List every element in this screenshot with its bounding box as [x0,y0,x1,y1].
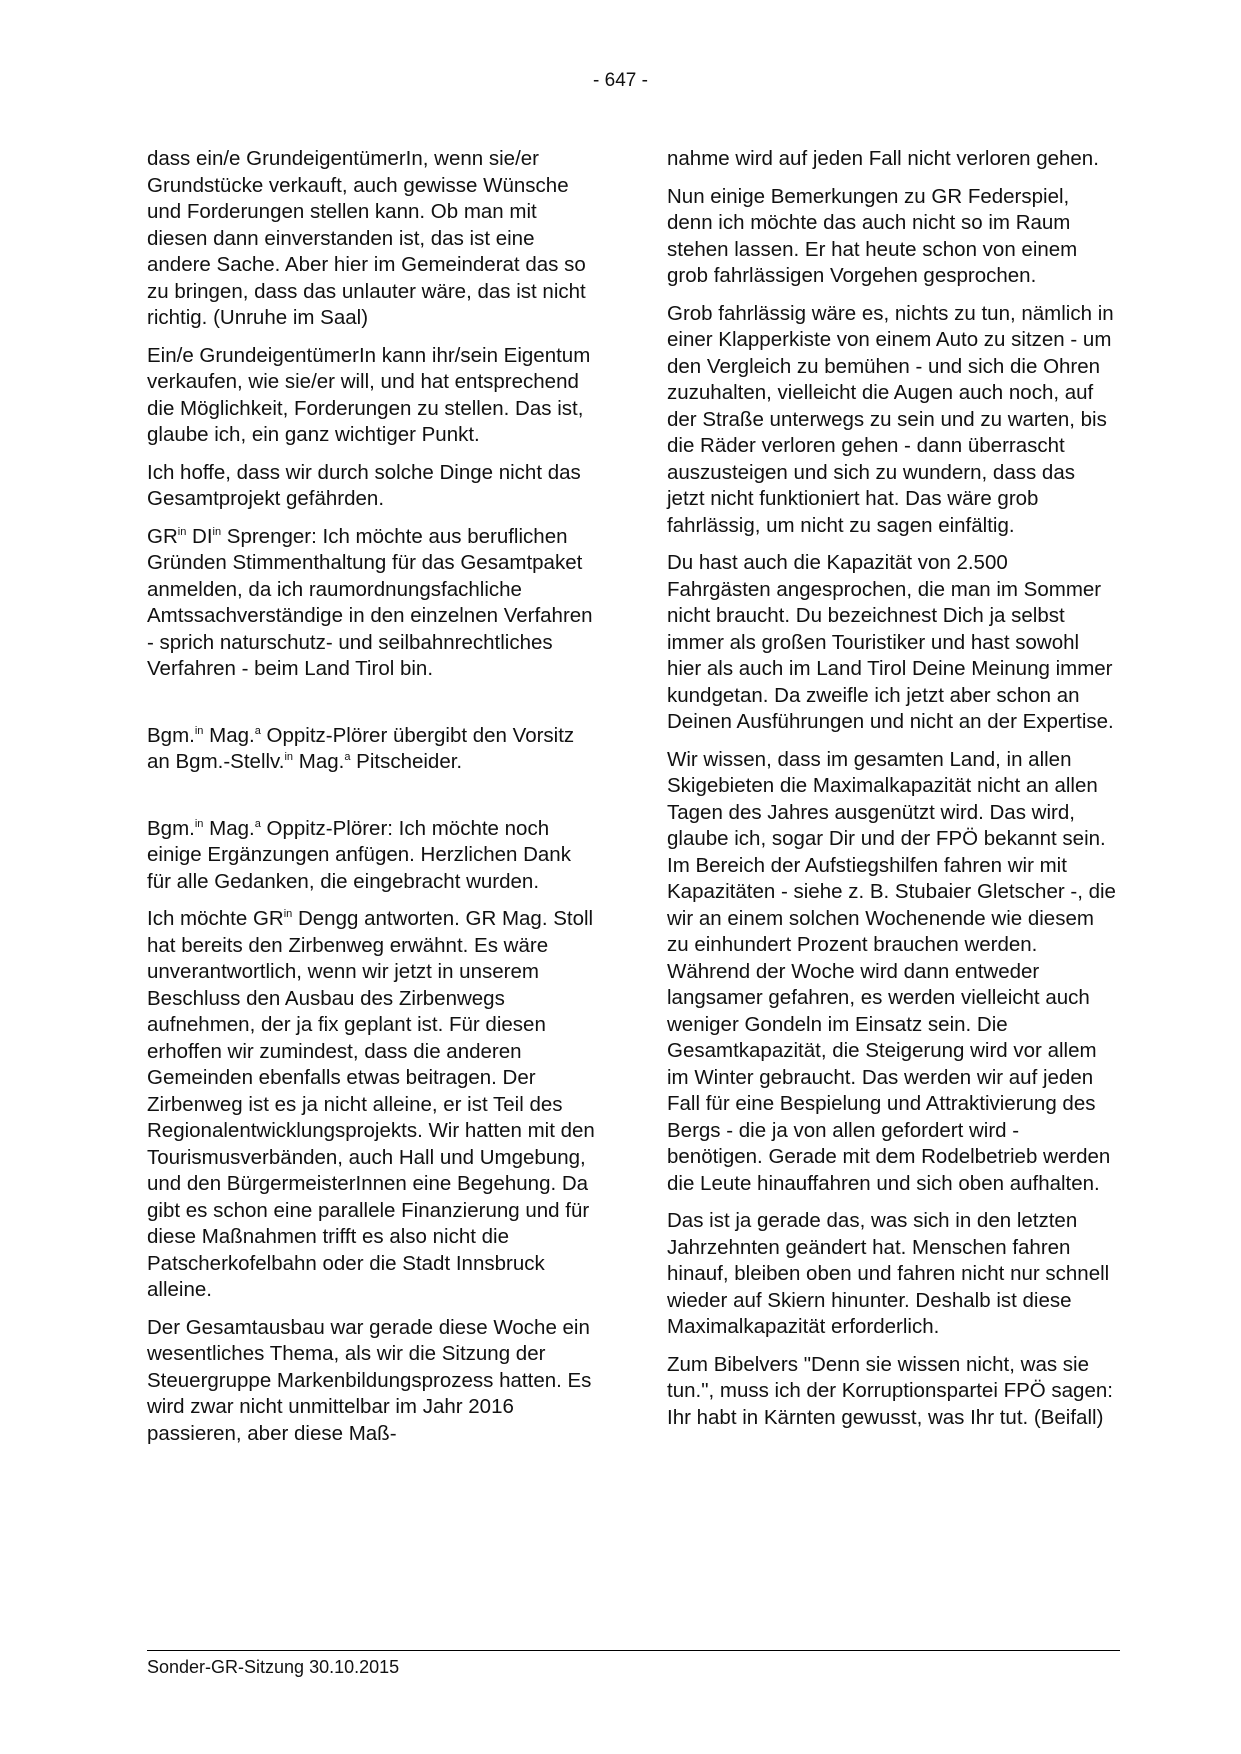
paragraph: Ich hoffe, dass wir durch solche Dinge nicht das Gesamtprojekt gefährden. [147,460,581,510]
text-fragment: Mag. [203,723,255,747]
text-fragment: GR [147,524,178,548]
speaker-paragraph-oppitz-ploerer [147,816,597,896]
text-fragment: DI [186,524,213,548]
superscript: in [284,751,294,763]
paragraph: Wir wissen, dass im gesamten Land, in allen Skigebieten die Maximalkapazität nicht an allen Tagen des Jahres ausgenützt wird. Das wird, glaube ich, sogar Dir und der FPÖ bekannt sein. Im Bereich der Aufstiegshilfen fahren wir mit Kapazitäten - siehe z. B. Stubaier Gletscher -, die wir an einem solchen Wochenende wie diesem zu einhundert Prozent brauchen werden. Während der Woche wird dann entweder langsamer gefahren, es werden vielleicht auch weniger Gondeln im Einsatz sein. Die Gesamtkapazität, die Steigerung wird vor allem im Winter gebraucht. Das werden wir auf jeden Fall für eine Bespielung und Attraktivierung des Bergs - die ja von allen gefordert wird - benötigen. Gerade mit dem Rodelbetrieb werden die Leute hinauffahren und sich oben aufhalten. [667,747,1116,1195]
procedural-note [147,723,597,776]
superscript: in [283,908,293,920]
paragraph: Das ist ja gerade das, was sich in den letzten Jahrzehnten geändert hat. Menschen fahren hinauf, bleiben oben und fahren nicht nur schnell wieder auf Skiern hinunter. Deshalb ist diese Maximalkapazität erforderlich. [667,1209,1110,1338]
superscript: a [254,724,261,737]
superscript: a [344,751,351,763]
text-fragment: Mag. [203,816,255,840]
page-number: - 647 - [593,70,648,91]
superscript: a [254,817,261,830]
footer-divider [147,1650,1120,1651]
superscript: in [212,525,222,538]
text-fragment: Sprenger: Ich möchte aus beruflichen Gründen Stimmenthaltung für das Gesamtpaket anmelden, da ich raumordnungsfachliche Amtssachverständige in den einzelnen Verfahren - sprich naturschutz- und seilbahnrechtliches Verfahren - beim Land Tirol bin. [147,524,593,680]
left-column [147,146,597,1458]
right-column [667,146,1117,1442]
footer-session-label: Sonder-GR-Sitzung 30.10.2015 [147,1657,400,1677]
paragraph: Grob fahrlässig wäre es, nichts zu tun, nämlich in einer Klapperkiste von einem Auto zu sitzen - um den Vergleich zu bemühen - und sich die Ohren zuzuhalten, vielleicht die Augen auch noch, auf der Straße unterwegs zu sein und zu warten, bis die Räder verloren gehen - dann überrascht auszusteigen und sich zu wundern, dass das jetzt nicht funktioniert hat. Das wäre grob fahrlässig, um nicht zu sagen einfältig. [667,301,1114,537]
superscript: in [194,724,204,737]
paragraph: Der Gesamtausbau war gerade diese Woche ein wesentliches Thema, als wir die Sitzung der Steuergruppe Markenbildungsprozess hatten. Es wird zwar nicht unmittelbar im Jahr 2016 passieren, aber diese Maß- [147,1315,592,1445]
text-fragment: Oppitz-Plörer: Ich möchte noch einige Ergänzungen anfügen. Herzlichen Dank für alle Gedanken, die eingebracht wurden. [147,816,571,893]
paragraph: nahme wird auf jeden Fall nicht verloren gehen. [667,147,1099,170]
superscript: in [194,817,204,830]
text-fragment: Bgm. [147,723,195,747]
speaker-paragraph-sprenger [147,524,597,683]
paragraph: Nun einige Bemerkungen zu GR Federspiel, denn ich möchte das auch nicht so im Raum stehen lassen. Er hat heute schon von einem grob fahrlässigen Vorgehen gesprochen. [667,184,1078,287]
text-fragment: Dengg antworten. GR Mag. Stoll hat bereits den Zirbenweg erwähnt. Es wäre unverantwortlich, wenn wir jetzt in unserem Beschluss den Ausbau des Zirbenwegs aufnehmen, der ja fix geplant ist. Für diesen erhoffen wir zumindest, dass die anderen Gemeinden ebenfalls etwas beitragen. Der Zirbenweg ist es ja nicht alleine, er ist Teil des Regionalentwicklungsprojekts. Wir hatten mit den Tourismusverbänden, auch Hall und Umgebung, und den BürgermeisterInnen eine Begehung. Da gibt es schon eine parallele Finanzierung und für diese Maßnahmen trifft es also nicht die Patscherkofelbahn oder die Stadt Innsbruck alleine. [147,907,595,1301]
text-fragment: Mag. [293,750,345,773]
text-fragment: Pitscheider. [350,750,463,773]
paragraph: dass ein/e GrundeigentümerIn, wenn sie/er Grundstücke verkauft, auch gewisse Wünsche und Forderungen stellen kann. Ob man mit diesen dann einverstanden ist, das ist eine andere Sache. Aber hier im Gemeinderat das so zu bringen, dass das unlauter wäre, das ist nicht richtig. (Unruhe im Saal) [147,147,586,329]
text-fragment: Oppitz-Plörer übergibt den Vorsitz an Bgm.-Stellv. [147,723,575,773]
paragraph [147,906,597,1304]
paragraph: Ein/e GrundeigentümerIn kann ihr/sein Eigentum verkaufen, wie sie/er will, und hat entsprechend die Möglichkeit, Forderungen zu stellen. Das ist, glaube ich, ein ganz wichtiger Punkt. [147,343,591,446]
text-fragment: Bgm. [147,816,195,840]
superscript: in [177,525,187,538]
paragraph: Zum Bibelvers "Denn sie wissen nicht, was sie tun.", muss ich der Korruptionspartei FPÖ sagen: Ihr habt in Kärnten gewusst, was Ihr tut. (Beifall) [667,1352,1113,1429]
paragraph: Du hast auch die Kapazität von 2.500 Fahrgästen angesprochen, die man im Sommer nicht braucht. Du bezeichnest Dich ja selbst immer als großen Touristiker und hast sowohl hier als auch im Land Tirol Deine Meinung immer kundgetan. Da zweifle ich jetzt aber schon an Deinen Ausführungen und nicht an der Expertise. [667,551,1114,733]
text-fragment: Ich möchte GR [147,907,284,930]
